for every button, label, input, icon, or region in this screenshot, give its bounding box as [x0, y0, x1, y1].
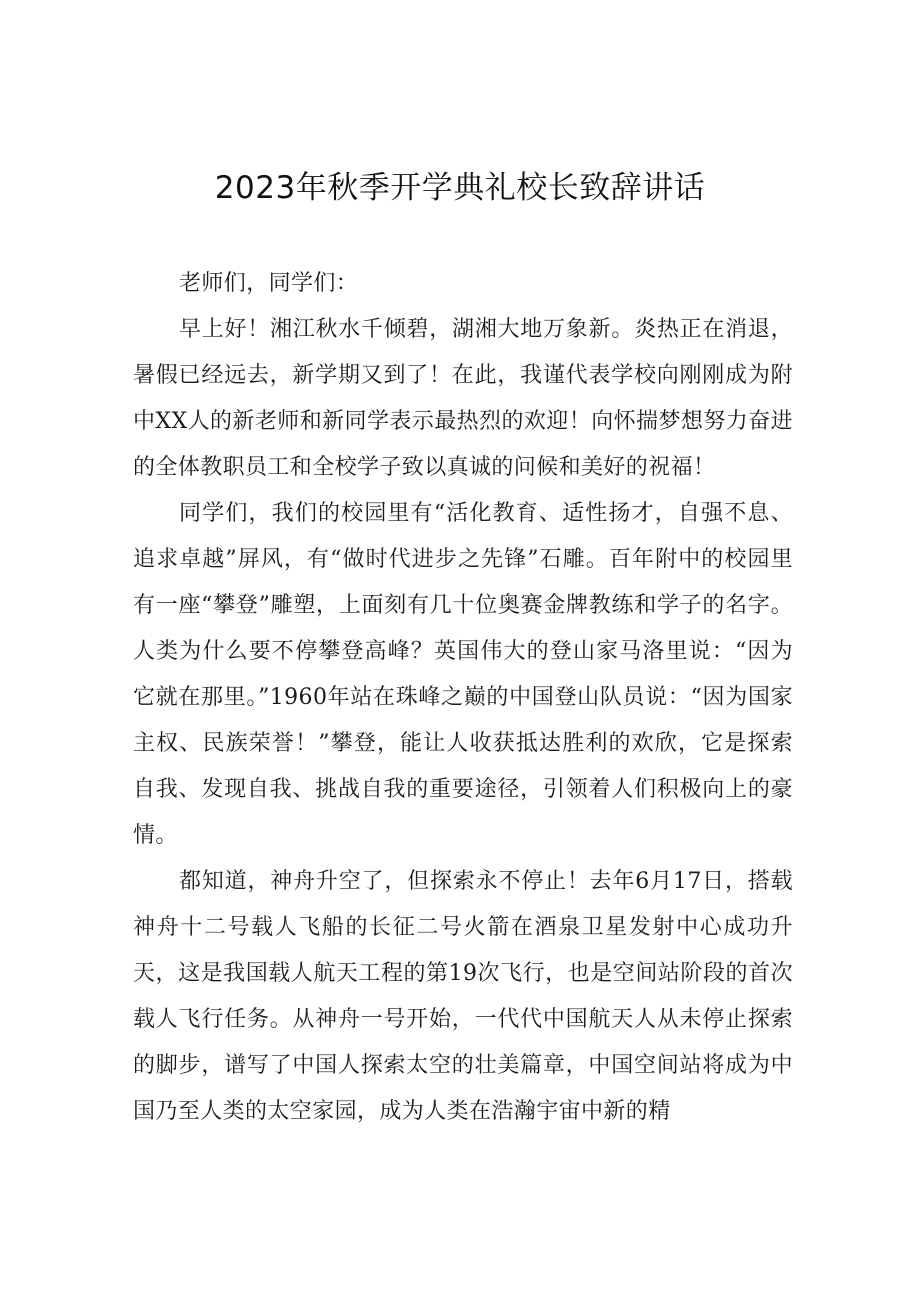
document-body: [133, 261, 793, 1135]
body-paragraph-1: 早上好！湘江秋水千倾碧，湖湘大地万象新。炎热正在消退，暑假已经远去，新学期又到了！在此，我谨代表学校向刚刚成为附中XX人的新老师和新同学表示最热烈的欢迎！向怀揣梦想努力奋进的全体教职员工和全校学子致以真诚的问候和美好的祝福！: [133, 317, 793, 480]
body-paragraph-3: 都知道，神舟升空了，但探索永不停止！去年6月17日，搭载神舟十二号载人飞船的长征二号火箭在酒泉卫星发射中心成功升天，这是我国载人航天工程的第19次飞行，也是空间站阶段的首次载人飞行任务。从神舟一号开始，一代代中国航天人从未停止探索的脚步，谱写了中国人探索太空的壮美篇章，中国空间站将成为中国乃至人类的太空家园，成为人类在浩瀚宇宙中新的精: [133, 869, 793, 1124]
body-paragraph-2: 同学们，我们的校园里有“活化教育、适性扬才，自强不息、追求卓越”屏风，有“做时代进步之先锋”石雕。百年附中的校园里有一座“攀登”雕塑，上面刻有几十位奥赛金牌教练和学子的名字。人类为什么要不停攀登高峰？英国伟大的登山家马洛里说：“因为它就在那里。”1960年站在珠峰之巅的中国登山队员说：“因为国家主权、民族荣誉！”攀登，能让人收获抵达胜利的欢欣，它是探索自我、发现自我、挑战自我的重要途径，引领着人们积极向上的豪情。: [133, 501, 793, 848]
salutation-paragraph: 老师们，同学们：: [179, 271, 359, 296]
document-title: 2023年秋季开学典礼校长致辞讲话: [214, 170, 706, 206]
